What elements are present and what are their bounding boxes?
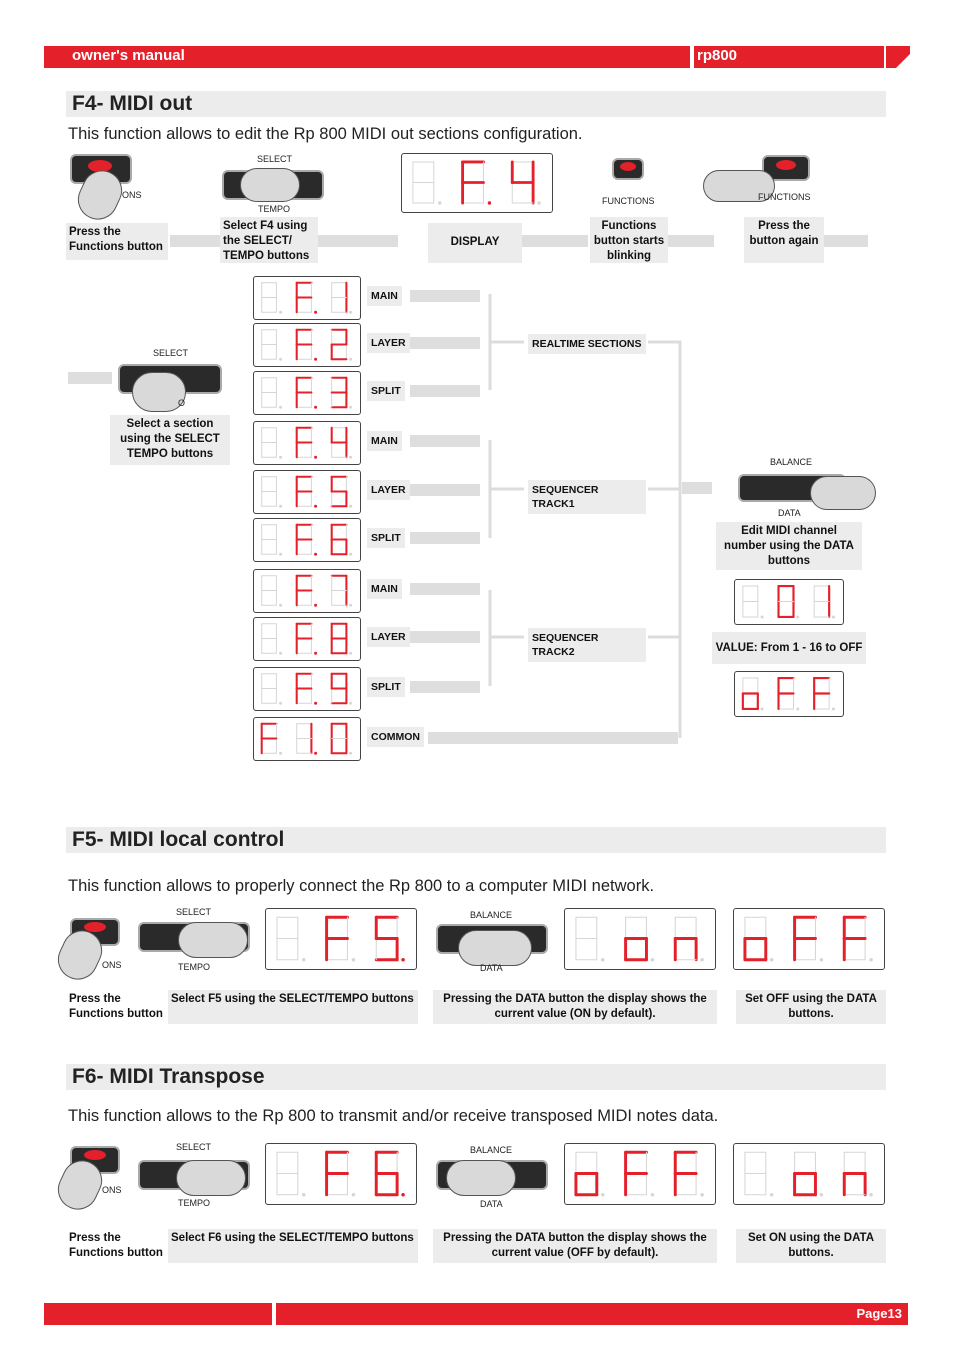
footer-bar-right <box>276 1303 908 1325</box>
hand-icon <box>176 1160 246 1196</box>
balance-label: BALANCE <box>470 910 513 920</box>
segment-display <box>254 519 359 560</box>
group-realtime: REALTIME SECTIONS <box>528 334 646 354</box>
header-corner <box>886 46 910 68</box>
balance-label: BALANCE <box>770 457 813 467</box>
f4-select-caption: Select a section using the SELECT TEMPO buttons <box>110 415 230 465</box>
group-seq-track1: SEQUENCER TRACK1 <box>528 480 646 514</box>
hand-icon <box>810 476 876 510</box>
f4-intro: This function allows to edit the Rp 800 MIDI out sections configuration. <box>68 125 583 143</box>
segment-display <box>266 909 415 968</box>
to-edit-arrow <box>682 482 712 494</box>
f6-cap1: Press the Functions button <box>66 1229 166 1263</box>
f6-cap2: Select F6 using the SELECT/TEMPO buttons <box>168 1229 418 1263</box>
f4-section-display <box>253 617 361 661</box>
f4-step3-caption: DISPLAY <box>428 223 522 263</box>
f4-flow-arrow <box>824 235 868 247</box>
segment-display <box>254 718 359 759</box>
f4-flow-arrow <box>68 372 112 384</box>
segment-display <box>254 324 359 365</box>
functions-tag: FUNCTIONS <box>602 196 655 206</box>
header-model: rp800 <box>697 47 738 64</box>
segment-display <box>254 668 359 709</box>
segment-display <box>254 422 359 463</box>
segment-display <box>254 471 359 512</box>
f4-heading: F4- MIDI out <box>66 91 886 117</box>
header-bar-right <box>694 46 884 68</box>
f4-flow-arrow <box>668 235 714 247</box>
functions-tag: ONS <box>102 1185 122 1195</box>
f5-cap1: Press the Functions button <box>66 990 166 1024</box>
f6-heading: F6- MIDI Transpose <box>66 1064 886 1090</box>
tempo-label: O <box>178 398 186 408</box>
f4-flow-arrow <box>522 235 588 247</box>
value-range: VALUE: From 1 - 16 to OFF <box>712 632 866 664</box>
f5-cap2: Select F5 using the SELECT/TEMPO buttons <box>168 990 418 1024</box>
f4-step2-caption: Select F4 using the SELECT/ TEMPO buttons <box>220 217 318 263</box>
section-label: MAIN <box>367 286 402 306</box>
f4-display-main <box>401 153 553 213</box>
f4-functions-button[interactable] <box>70 152 140 222</box>
balance-label: BALANCE <box>470 1145 513 1155</box>
section-label: LAYER <box>367 480 410 500</box>
functions-tag: FUNCTIONS <box>758 192 811 202</box>
page-number: Page13 <box>856 1306 902 1321</box>
segment-display <box>254 372 359 413</box>
f5-display-3 <box>733 908 885 970</box>
section-label: MAIN <box>367 431 402 451</box>
section-label: SPLIT <box>367 528 405 548</box>
f5-intro: This function allows to properly connect the Rp 800 to a computer MIDI network. <box>68 877 655 895</box>
footer-bar-left <box>44 1303 272 1325</box>
segment-display <box>254 570 359 611</box>
segment-display <box>735 672 842 715</box>
f4-section-display <box>253 717 361 761</box>
segment-display <box>734 909 883 968</box>
led-icon <box>84 1150 106 1160</box>
f4-flow-arrow <box>318 235 398 247</box>
functions-tag: ONS <box>102 960 122 970</box>
segment-display <box>402 154 551 211</box>
f4-section-display <box>253 470 361 514</box>
off-display <box>734 671 844 717</box>
tempo-label: TEMPO <box>178 1198 211 1208</box>
hand-icon <box>446 1160 516 1196</box>
functions-blinking-icon <box>606 150 650 194</box>
f4-section-display <box>253 667 361 711</box>
f4-section-display <box>253 421 361 465</box>
functions-tag: ONS <box>122 190 142 200</box>
f6-display-2 <box>564 1143 716 1205</box>
f4-step5-caption: Press the button again <box>744 217 824 263</box>
select-label: SELECT <box>257 154 293 164</box>
f5-cap4: Set OFF using the DATA buttons. <box>736 990 886 1024</box>
hand-icon <box>178 922 248 958</box>
tempo-label: TEMPO <box>258 204 291 214</box>
section-label: SPLIT <box>367 381 405 401</box>
f6-intro: This function allows to the Rp 800 to transmit and/or receive transposed MIDI notes data. <box>68 1107 719 1125</box>
hand-icon <box>240 168 300 202</box>
f4-section-display <box>253 518 361 562</box>
data-label: DATA <box>480 963 503 973</box>
section-label: LAYER <box>367 333 410 353</box>
section-label: LAYER <box>367 627 410 647</box>
f6-cap3: Pressing the DATA button the display shows the current value (OFF by default). <box>433 1229 717 1263</box>
segment-display <box>254 618 359 659</box>
section-label: SPLIT <box>367 677 405 697</box>
header-title: owner's manual <box>72 47 185 64</box>
channel-display <box>734 579 844 625</box>
group-seq-track2: SEQUENCER TRACK2 <box>528 628 646 662</box>
tempo-label: TEMPO <box>178 962 211 972</box>
select-label: SELECT <box>176 907 212 917</box>
f5-display-2 <box>564 908 716 970</box>
segment-display <box>565 909 714 968</box>
f6-display-1 <box>265 1143 417 1205</box>
segment-display <box>735 580 842 623</box>
f5-heading: F5- MIDI local control <box>66 827 886 853</box>
f5-display-1 <box>265 908 417 970</box>
f4-step1-caption: Press the Functions button <box>66 223 168 260</box>
f5-cap3: Pressing the DATA button the display shows the current value (ON by default). <box>433 990 717 1024</box>
f4-edit-caption: Edit MIDI channel number using the DATA buttons <box>716 522 862 570</box>
data-label: DATA <box>480 1199 503 1209</box>
segment-display <box>266 1144 415 1203</box>
f4-section-display <box>253 371 361 415</box>
select-label: SELECT <box>176 1142 212 1152</box>
select-label: SELECT <box>153 348 189 358</box>
f6-cap4: Set ON using the DATA buttons. <box>736 1229 886 1263</box>
led-icon <box>776 160 796 170</box>
f4-section-display <box>253 276 361 320</box>
f4-section-display <box>253 569 361 613</box>
f4-flow-arrow <box>170 235 220 247</box>
header-bar-left <box>44 46 690 68</box>
f4-section-display <box>253 323 361 367</box>
segment-display <box>734 1144 883 1203</box>
data-label: DATA <box>778 508 801 518</box>
segment-display <box>565 1144 714 1203</box>
hand-icon <box>458 930 532 966</box>
section-label: COMMON <box>367 727 424 747</box>
segment-display <box>254 277 359 318</box>
common-arrow <box>428 732 678 744</box>
f4-step4-caption: Functions button starts blinking <box>590 217 668 263</box>
f6-display-3 <box>733 1143 885 1205</box>
section-label: MAIN <box>367 579 402 599</box>
